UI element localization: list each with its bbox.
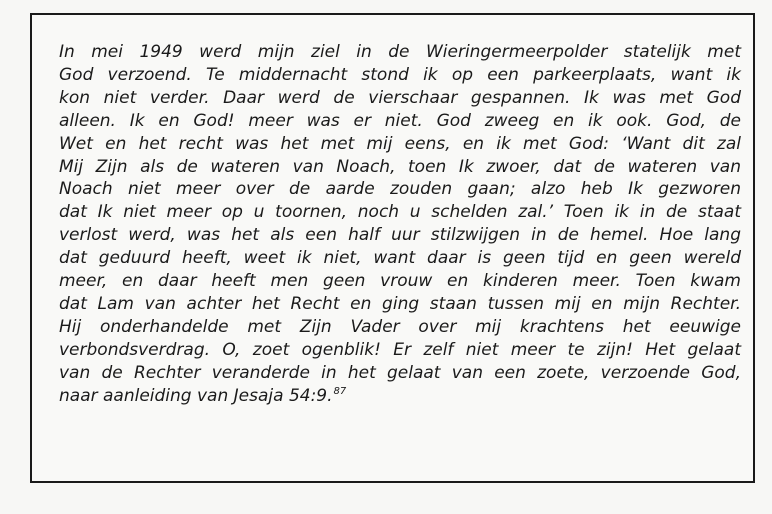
passage-last-line <box>59 385 741 408</box>
passage-line: verlost werd, was het als een half uur stilzwijgen in de hemel. Hoe lang <box>59 225 741 246</box>
passage-line: In mei 1949 werd mijn ziel in de Wieringermeerpolder statelijk met <box>59 42 741 62</box>
passage-line: God verzoend. Te middernacht stond ik op een parkeerplaats, want ik <box>59 64 741 85</box>
passage-line: Hij onderhandelde met Zijn Vader over mij krachtens het eeuwige <box>59 316 741 337</box>
passage-line: Noach niet meer over de aarde zouden gaan; alzo heb Ik gezworen <box>59 179 741 200</box>
footnote-marker: 87 <box>333 385 347 397</box>
passage-line: alleen. Ik en God! meer was er niet. God zweeg en ik ook. God, de <box>59 110 741 131</box>
passage-line: dat Ik niet meer op u toornen, noch u schelden zal.’ Toen ik in de staat <box>59 202 741 223</box>
passage-line: naar aanleiding van Jesaja 54:9. <box>59 385 333 406</box>
passage-line: Mij Zijn als de wateren van Noach, toen Ik zwoer, dat de wateren van <box>59 156 741 177</box>
passage-line: verbondsverdrag. O, zoet ogenblik! Er zelf niet meer te zijn! Het gelaat <box>59 339 741 360</box>
quote-box <box>30 13 755 483</box>
passage-line: Wet en het recht was het met mij eens, en ik met God: ‘Want dit zal <box>59 133 741 154</box>
passage-line: van de Rechter veranderde in het gelaat van een zoete, verzoende God, <box>59 362 741 383</box>
passage-line: dat geduurd heeft, weet ik niet, want daar is geen tijd en geen wereld <box>59 248 741 269</box>
quote-passage <box>59 41 741 408</box>
passage-line: dat Lam van achter het Recht en ging staan tussen mij en mijn Rechter. <box>59 293 741 314</box>
passage-line: kon niet verder. Daar werd de vierschaar gespannen. Ik was met God <box>59 87 741 108</box>
passage-line: meer, en daar heeft men geen vrouw en kinderen meer. Toen kwam <box>59 271 741 292</box>
